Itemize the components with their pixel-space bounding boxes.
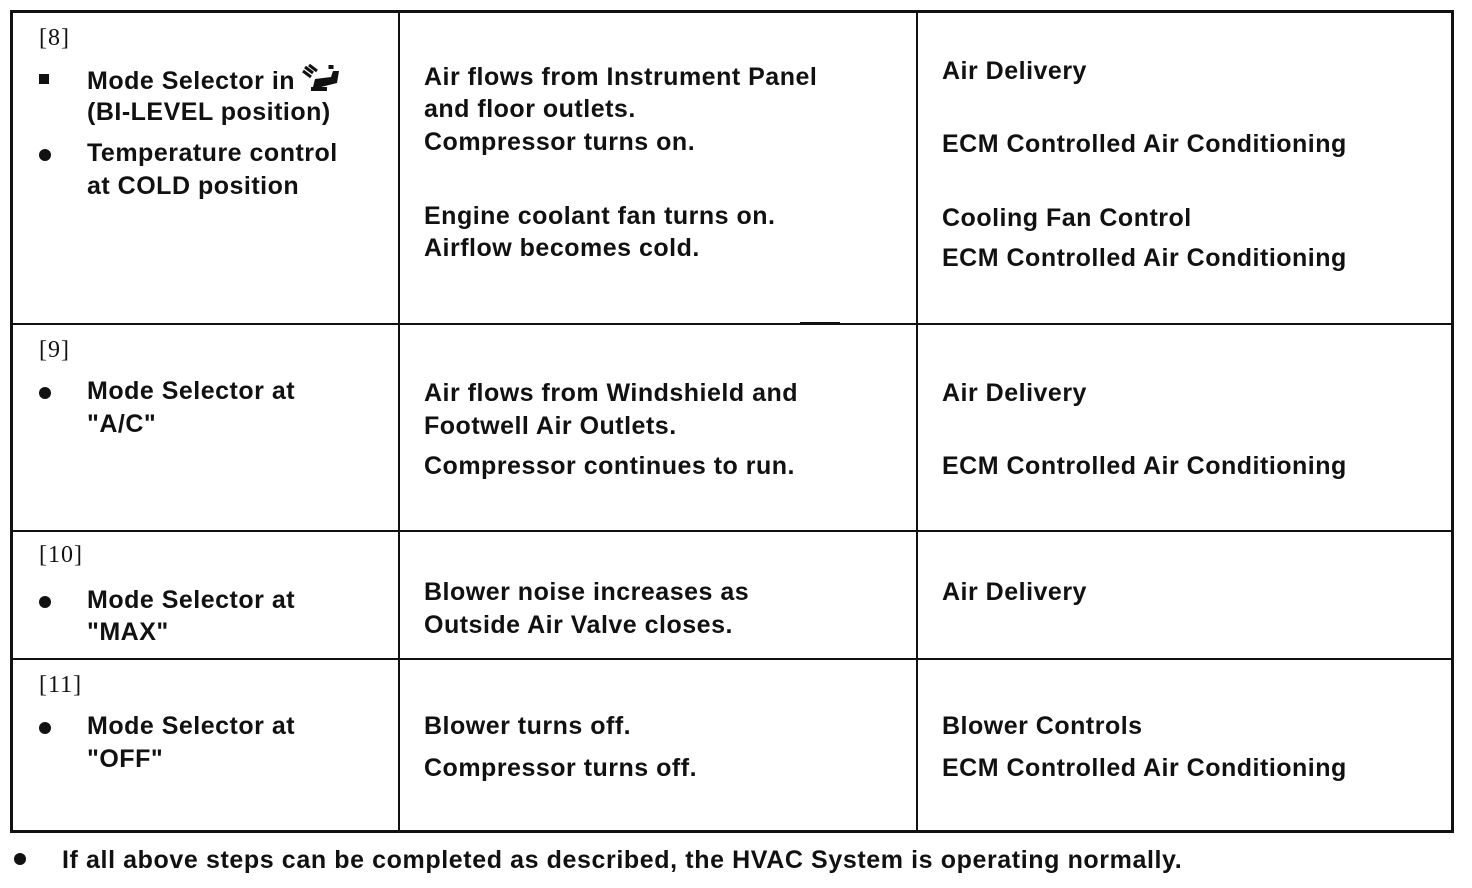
hvac-diagnostic-table [13,13,1451,830]
result-line: Airflow becomes cold. [424,234,700,262]
result-cell [399,13,917,324]
result-cell [399,659,917,830]
reference-line: ECM Controlled Air Conditioning [942,452,1347,480]
result-line: Air flows from Instrument Panel [424,63,818,91]
result-line: Compressor turns off. [424,754,698,782]
condition-line: Mode Selector at [87,377,296,405]
reference-cell [917,531,1451,659]
condition-line: Mode Selector in [87,63,343,98]
condition-line: "OFF" [87,745,164,773]
reference-cell [917,659,1451,830]
table-row [13,13,1451,324]
condition-line: Temperature control [87,139,338,167]
condition-line: (BI-LEVEL position) [87,98,331,126]
reference-line: Cooling Fan Control [942,204,1192,232]
reference-line: Air Delivery [942,57,1087,85]
condition-line: "MAX" [87,618,169,646]
result-cell [399,324,917,531]
condition-line: "A/C" [87,410,157,438]
result-line: Compressor continues to run. [424,452,795,480]
dot-bullet-icon [39,596,51,608]
result-line: Compressor turns on. [424,128,696,156]
hvac-table-frame [10,10,1454,833]
reference-line: Air Delivery [942,578,1087,606]
step-number: [11] [39,672,83,698]
condition-cell [13,659,399,830]
footer-note [14,846,1182,875]
square-bullet-icon [39,74,49,84]
condition-line: Mode Selector at [87,712,296,740]
reference-line: ECM Controlled Air Conditioning [942,244,1347,272]
reference-cell [917,13,1451,324]
condition-line: at COLD position [87,172,300,200]
result-cell [399,531,917,659]
bi-level-mode-icon [301,63,343,93]
reference-line: Blower Controls [942,712,1143,740]
result-line: Blower turns off. [424,712,632,740]
step-number: [9] [39,337,70,363]
reference-line: Air Delivery [942,379,1087,407]
step-number: [10] [39,542,83,568]
condition-cell [13,531,399,659]
condition-cell [13,324,399,531]
step-number: [8] [39,25,70,51]
dot-bullet-icon [39,387,51,399]
footer-text: If all above steps can be completed as described, the HVAC System is operating normally. [62,846,1183,874]
table-row [13,659,1451,830]
result-line: Footwell Air Outlets. [424,412,677,440]
condition-cell [13,13,399,324]
reference-line: ECM Controlled Air Conditioning [942,754,1347,782]
dot-bullet-icon [39,149,51,161]
result-line: Blower noise increases as [424,578,750,606]
reference-cell [917,324,1451,531]
dot-bullet-icon [14,853,26,865]
table-row [13,324,1451,531]
dot-bullet-icon [39,722,51,734]
divider-tick [800,322,840,325]
reference-line: ECM Controlled Air Conditioning [942,130,1347,158]
table-row [13,531,1451,659]
result-line: and floor outlets. [424,95,636,123]
result-line: Engine coolant fan turns on. [424,202,776,230]
condition-line: Mode Selector at [87,586,296,614]
result-line: Outside Air Valve closes. [424,611,733,639]
result-line: Air flows from Windshield and [424,379,799,407]
